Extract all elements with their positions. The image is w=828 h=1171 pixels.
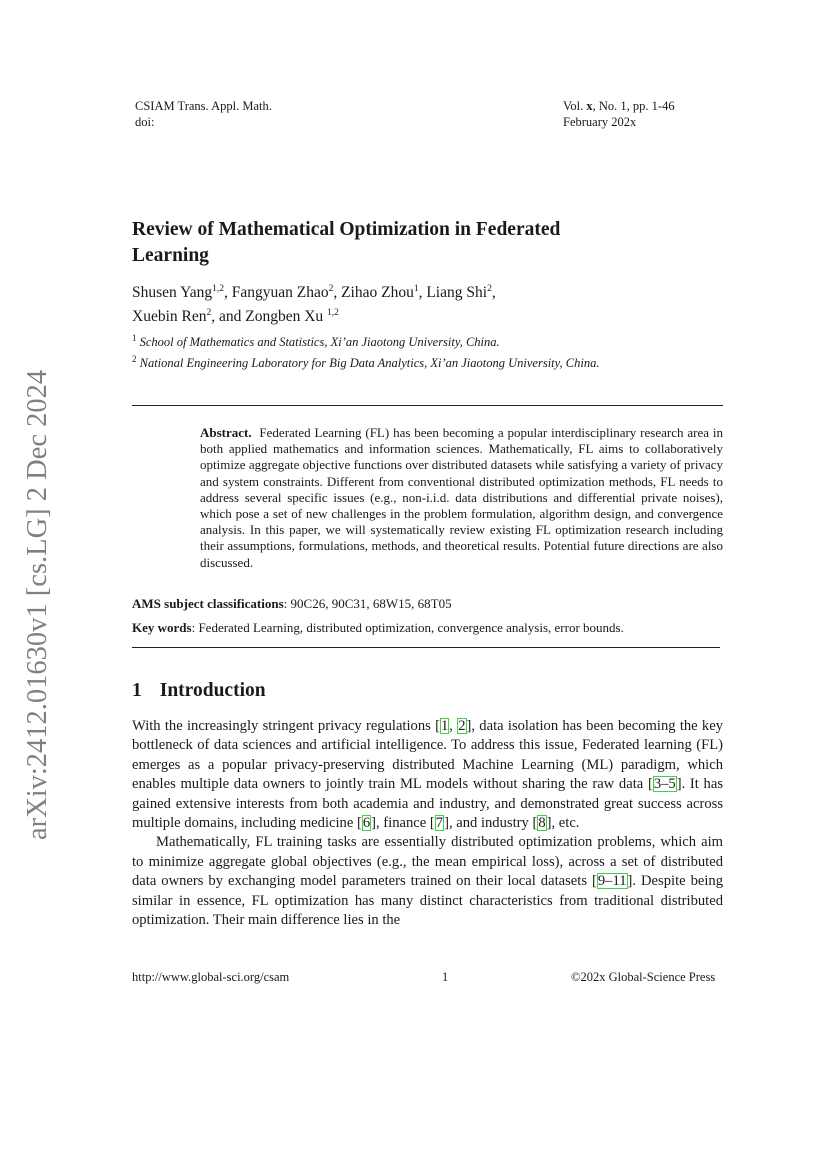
- abstract-top-rule: [132, 405, 723, 406]
- affiliations: [132, 330, 602, 372]
- author: Xuebin Ren$^2$: [132, 308, 212, 326]
- paragraph-2: Mathematically, FL training tasks are essentially distributed optimization problems, which aim to minimize aggregate global objectives (e.g., the mean empirical loss), across a set of distributed data owners by exchanging model parameters trained on their local datasets [9–11]. Despite being similar in essence, FL optimization has many distinct characteristics from traditional distributed optimization. Their main difference lies in the: [132, 834, 723, 929]
- abstract-bottom-rule: [132, 647, 720, 648]
- author: Zongben Xu $^{1,2}$: [245, 308, 339, 326]
- affiliation-2: $^2$ National Engineering Laboratory for Big Data Analytics, Xi’an Jiaotong University, China.: [132, 354, 600, 371]
- journal-header: [135, 98, 272, 130]
- page-number: 1: [442, 970, 449, 984]
- affiliation-1: $^1$ School of Mathematics and Statistics, Xi’an Jiaotong University, China.: [132, 333, 500, 350]
- arxiv-watermark: arXiv:2412.01630v1 [cs.LG] 2 Dec 2024: [22, 369, 53, 840]
- footer-publisher: ©202x Global-Science Press: [571, 970, 716, 984]
- author-list: Shusen Yang$^{1,2}$, Fangyuan Zhao$^2$, Zihao Zhou$^1$, Liang Shi$^2$, Xuebin Ren$^2$, and Zongben Xu $^{1,2}$: [132, 284, 496, 326]
- citation-link[interactable]: 8: [538, 815, 546, 832]
- abstract: [200, 425, 723, 571]
- citation-link[interactable]: 1: [440, 718, 449, 734]
- section-number: 1: [132, 680, 142, 701]
- abstract-text: Federated Learning (FL) has been becoming a popular interdisciplinary research area in both applied mathematics and information sciences. Mathematically, FL aims to collaboratively optimize aggregate objective functions over distributed datasets while satisfying a variety of privacy and system constraints. Different from conventional distributed optimization methods, FL needs to address several specific issues (e.g., non-i.i.d. data distributions and differential private noises), which pose a set of new challenges in the problem formulation, algorithm design, and convergence analysis. In this paper, we will systematically review existing FL optimization research including their assumptions, formulations, methods, and theoretical results. Potential future directions are also discussed.: [200, 425, 724, 570]
- volume-header: [563, 98, 675, 130]
- citation-link[interactable]: 7: [435, 815, 444, 832]
- author: Fangyuan Zhao$^2$: [231, 284, 334, 302]
- citation-link[interactable]: 3–5: [653, 776, 676, 793]
- citation-link[interactable]: 6: [362, 815, 371, 832]
- abstract-label: Abstract.: [200, 425, 252, 440]
- keywords: Key words: Federated Learning, distributed optimization, convergence analysis, error bounds.: [132, 620, 624, 635]
- issue-date: February 202x: [563, 115, 637, 129]
- ams-classifications: AMS subject classifications: 90C26, 90C31, 68W15, 68T05: [132, 596, 452, 611]
- paper-title: Review of Mathematical Optimization in Federated Learning: [132, 219, 561, 266]
- author: Zihao Zhou$^1$: [341, 284, 419, 302]
- citation-link[interactable]: 2: [458, 718, 466, 734]
- author: Shusen Yang$^{1,2}$: [132, 284, 224, 302]
- introduction-body: [132, 717, 723, 930]
- section-heading: [132, 680, 266, 702]
- doi-label: doi:: [135, 115, 155, 129]
- citation-link[interactable]: 9–11: [597, 873, 627, 890]
- journal-name: CSIAM Trans. Appl. Math.: [135, 99, 272, 113]
- footer-url: http://www.global-sci.org/csam: [132, 970, 290, 984]
- author: Liang Shi$^2$: [426, 284, 492, 302]
- section-title: Introduction: [159, 680, 266, 701]
- volume-info: Vol. x, No. 1, pp. 1-46: [563, 99, 675, 113]
- paragraph-1: With the increasingly stringent privacy regulations [1, 2], data isolation has been becoming the key bottleneck of data sciences and artificial intelligence. To address this issue, Federated learning (FL) emerges as a popular privacy-preserving distributed Machine Learning (ML) paradigm, which enables multiple data owners to jointly train ML models without sharing the raw data [3–5]. It has gained extensive interests from both academia and industry, and demonstrated great success across multiple domains, including medicine [6], finance [7], and industry [8], etc.: [132, 718, 723, 832]
